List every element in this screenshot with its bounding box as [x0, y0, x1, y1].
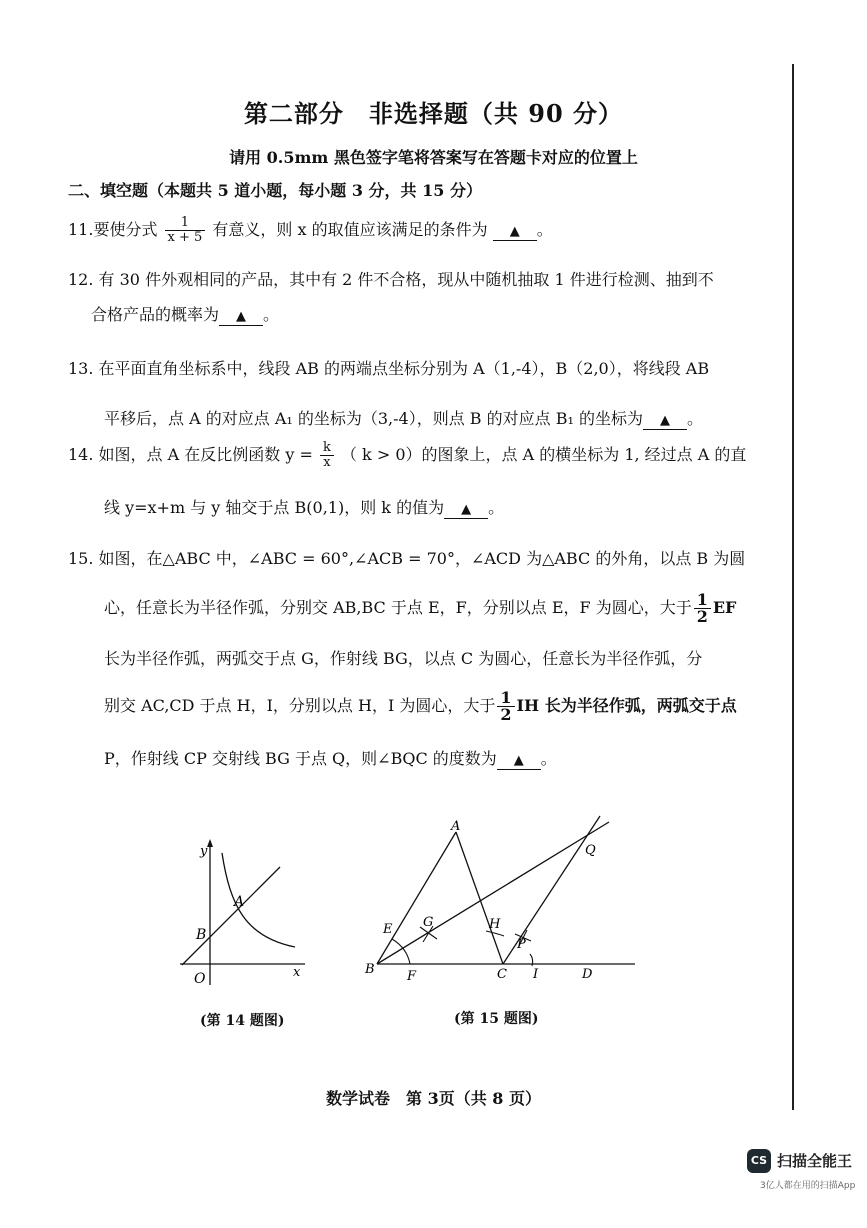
q11-suffix: 有意义，则 x 的取值应该满足的条件为	[212, 220, 488, 239]
q14-end: 。	[488, 498, 505, 517]
question-12-line1: 12. 有 30 件外观相同的产品，其中有 2 件不合格，现从中随机抽取 1 件进行检测、抽到不	[68, 270, 714, 289]
q14-answer-blank: ▲	[444, 502, 488, 519]
fig15-label-i: I	[533, 967, 539, 982]
q14-fraction	[320, 441, 334, 470]
q14-line2-text: 线 y=x+m 与 y 轴交于点 B(0,1)，则 k 的值为	[104, 498, 445, 517]
question-15-line2	[104, 592, 736, 625]
q15-line2-suffix: EF	[712, 598, 737, 617]
fig15-label-a: A	[451, 819, 461, 834]
fig14-label-b: B	[196, 927, 207, 943]
page-footer: 数学试卷 第 3页（共 8 页）	[326, 1089, 541, 1108]
q11-frac-den: x + 5	[167, 230, 203, 245]
fig15-label-b: B	[365, 962, 375, 977]
q12-end: 。	[263, 305, 280, 324]
fig15-label-d: D	[582, 967, 593, 982]
fig15-label-e: E	[383, 922, 393, 937]
q11-prefix: 11.要使分式	[68, 220, 158, 239]
q15-line5-text: P，作射线 CP 交射线 BG 于点 Q，则∠BQC 的度数为	[104, 749, 497, 768]
question-12-line2	[91, 302, 279, 326]
q12-answer-blank: ▲	[219, 309, 263, 326]
fig15-side-ab	[377, 832, 456, 964]
fig14-caption: (第 14 题图)	[200, 1013, 285, 1029]
q15-half2-den: 2	[500, 705, 512, 724]
question-15-line3: 长为半径作弧，两弧交于点 G，作射线 BG，以点 C 为圆心，任意长为半径作弧，分	[104, 649, 703, 668]
q15-half2-num: 1	[497, 690, 514, 707]
fig15-arc-ef	[392, 939, 410, 964]
question-15-line4	[104, 690, 737, 723]
q14-frac-num: k	[320, 441, 334, 456]
question-14-line2	[104, 495, 504, 519]
q11-fraction	[165, 216, 206, 245]
q15-answer-blank: ▲	[497, 753, 541, 770]
fig15-ray-bg	[377, 822, 609, 964]
q12-line2-text: 合格产品的概率为	[91, 305, 220, 324]
figure-14	[170, 835, 320, 995]
fig14-label-x: x	[293, 965, 301, 980]
page-title: 第二部分 非选择题（共 90 分）	[243, 99, 624, 128]
q14-frac-den: x	[323, 455, 331, 470]
camscanner-tagline: 3亿人都在用的扫描App	[760, 1181, 856, 1191]
q15-line2-prefix: 心，任意长为半径作弧，分别交 AB,BC 于点 E，F，分别以点 E，F 为圆心，大于	[104, 598, 692, 617]
question-13-line1: 13. 在平面直角坐标系中，线段 AB 的两端点坐标分别为 A（1,-4），B（2,0），将线段 AB	[68, 359, 710, 378]
q15-half1-num: 1	[694, 592, 711, 609]
fig15-label-h: H	[489, 917, 501, 932]
section-heading: 二、填空题（本题共 5 道小题，每小题 3 分，共 15 分）	[68, 181, 482, 200]
q13-answer-blank: ▲	[643, 413, 687, 430]
question-15-line5	[104, 746, 557, 770]
question-13-line2	[104, 406, 703, 430]
fig15-label-p: P	[517, 937, 526, 952]
fig15-caption: (第 15 题图)	[454, 1011, 539, 1027]
q15-line4-prefix: 别交 AC,CD 于点 H，I，分别以点 H，I 为圆心，大于	[104, 696, 496, 715]
camscanner-name: 扫描全能王	[777, 1152, 853, 1170]
fig14-line	[182, 867, 280, 965]
fig14-label-a: A	[234, 894, 245, 910]
q14-line1-prefix: 14. 如图，点 A 在反比例函数 y =	[68, 445, 313, 464]
fig14-label-y: y	[200, 844, 208, 859]
margin-line	[792, 64, 794, 1110]
q13-end: 。	[687, 409, 704, 428]
fig15-side-ac	[456, 832, 503, 964]
question-15-line1: 15. 如图，在△ABC 中，∠ABC = 60°,∠ACB = 70°，∠ACD 为△ABC 的外角，以点 B 为圆	[68, 549, 746, 568]
q15-line4-suffix: IH 长为半径作弧，两弧交于点	[516, 696, 737, 715]
q15-end: 。	[540, 749, 557, 768]
q14-line1-suffix: （ k > 0）的图象上，点 A 的横坐标为 1, 经过点 A 的直	[340, 445, 747, 464]
q11-answer-blank: ▲	[493, 224, 537, 241]
q15-half1-den: 2	[696, 607, 708, 626]
question-11	[68, 216, 553, 245]
fig14-label-o: O	[194, 971, 206, 987]
fig14-y-arrow	[207, 839, 213, 847]
figure-15	[355, 808, 645, 988]
q11-end: 。	[536, 220, 553, 239]
fig15-label-c: C	[497, 967, 507, 982]
fig15-label-g: G	[423, 915, 434, 930]
fig15-label-q: Q	[585, 843, 596, 858]
instruction-text: 请用 0.5mm 黑色签字笔将答案写在答题卡对应的位置上	[229, 148, 638, 167]
q11-frac-num: 1	[165, 216, 206, 231]
camscanner-logo: CS	[747, 1149, 771, 1173]
q13-line2-text: 平移后，点 A 的对应点 A₁ 的坐标为（3,-4），则点 B 的对应点 B₁ 的坐标为	[104, 409, 643, 428]
fig14-hyperbola	[222, 853, 295, 947]
q15-half-fraction-1	[694, 592, 711, 625]
question-14-line1	[68, 441, 746, 470]
q15-half-fraction-2	[497, 690, 514, 723]
fig15-label-f: F	[407, 969, 417, 984]
